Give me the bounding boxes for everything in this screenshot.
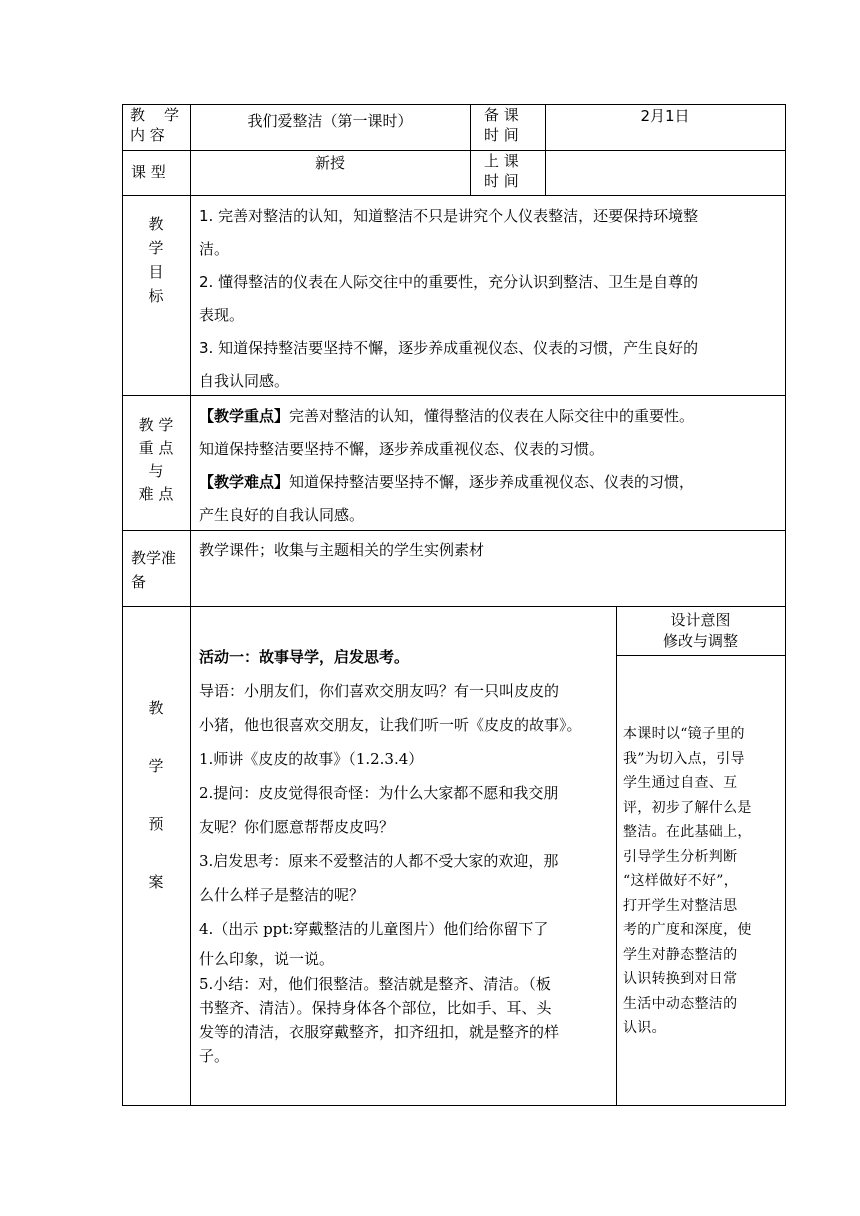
key-points-content: 【教学重点】完善对整洁的认知，懂得整洁的仪表在人际交往中的重要性。 知道保持整洁要坚持不懈，逐步养成重视仪态、仪表的习惯。 【教学难点】知道保持整洁要坚持不懈，逐步养成重视仪态、仪表的习惯， 产生良好的自我认同感。 [199,407,695,524]
plan-label: 教 学 预 案 [148,699,164,891]
objectives-content: 1. 完善对整洁的认知，知道整洁不只是讲究个人仪表整洁，还要保持环境整 洁。 2. 懂得整洁的仪表在人际交往中的重要性，充分认识到整洁、卫生是自尊的 表现。 3. 知道保持整洁要坚持不懈，逐步养成重视仪态、仪表的习惯，产生良好的 自我认同感。 [199,207,699,390]
activity-title: 活动一：故事导学，启发思考。 [199,648,410,666]
summary-paragraph: 5.小结：对，他们很整洁。整洁就是整齐、清洁。（板 书整齐、清洁）。保持身体各个部位，比如手、耳、头 发等的清洁，衣服穿戴整齐，扣齐纽扣，就是整齐的样 子。 [199,975,560,1065]
preparation-content: 教学课件；收集与主题相关的学生实例素材 [199,541,485,559]
difficult-point-tag: 【教学难点】 [199,473,290,491]
lesson-type-label: 课 型 [131,163,166,181]
class-time-label: 上 课 时 间 [484,152,519,190]
lesson-title: 我们爱整洁（第一课时） [247,112,413,130]
design-note: 本课时以“镜子里的 我”为切入点，引导 学生通过自查、互 评，初步了解什么是 整洁。在此基础上， 引导学生分析判断 “这样做好不好”， 打开学生对整洁思 考的广度和深度，使 学生对静态整洁的 认识转换到对日常 生活中动态整洁的 认识。 [623,726,752,1036]
objectives-label: 教 学 目 标 [148,215,164,305]
plan-content: 活动一：故事导学，启发思考。 导语：小朋友们，你们喜欢交朋友吗？有一只叫皮皮的 小猪，他也很喜欢交朋友，让我们听一听《皮皮的故事》。 1.师讲《皮皮的故事》（1.2.3.4） 2.提问：皮皮觉得很奇怪：为什么大家都不愿和我交朋 友呢？你们愿意帮帮皮皮吗？ 3.启发思考：原来不爱整洁的人都不受大家的欢迎，那 么什么样子是整洁的呢？ 4.（出示 ppt:穿戴整洁的儿童图片）他们给你留下了 什么印象，说一说。 5.小结：对，他们很整洁。整洁就是整齐、清洁。（板 书整齐、清洁）。保持身体各个部位，比如手、耳、头 发等的清洁，衣服穿戴整齐，扣齐纽扣，就是整齐的样 子。 [199,640,613,1068]
preparation-label: 教学准 备 [131,549,177,591]
prep-time-value: 2月1日 [640,107,690,125]
prep-time-label: 备 课 时 间 [484,106,519,144]
content-label: 教 学 内 容 [130,106,182,144]
design-intent-header: 设计意图 修改与调整 [662,611,738,650]
key-points-label: 教 学 重 点 与 难 点 [138,416,174,503]
lesson-type-value: 新授 [314,154,345,172]
key-point-tag: 【教学重点】 [199,407,290,425]
